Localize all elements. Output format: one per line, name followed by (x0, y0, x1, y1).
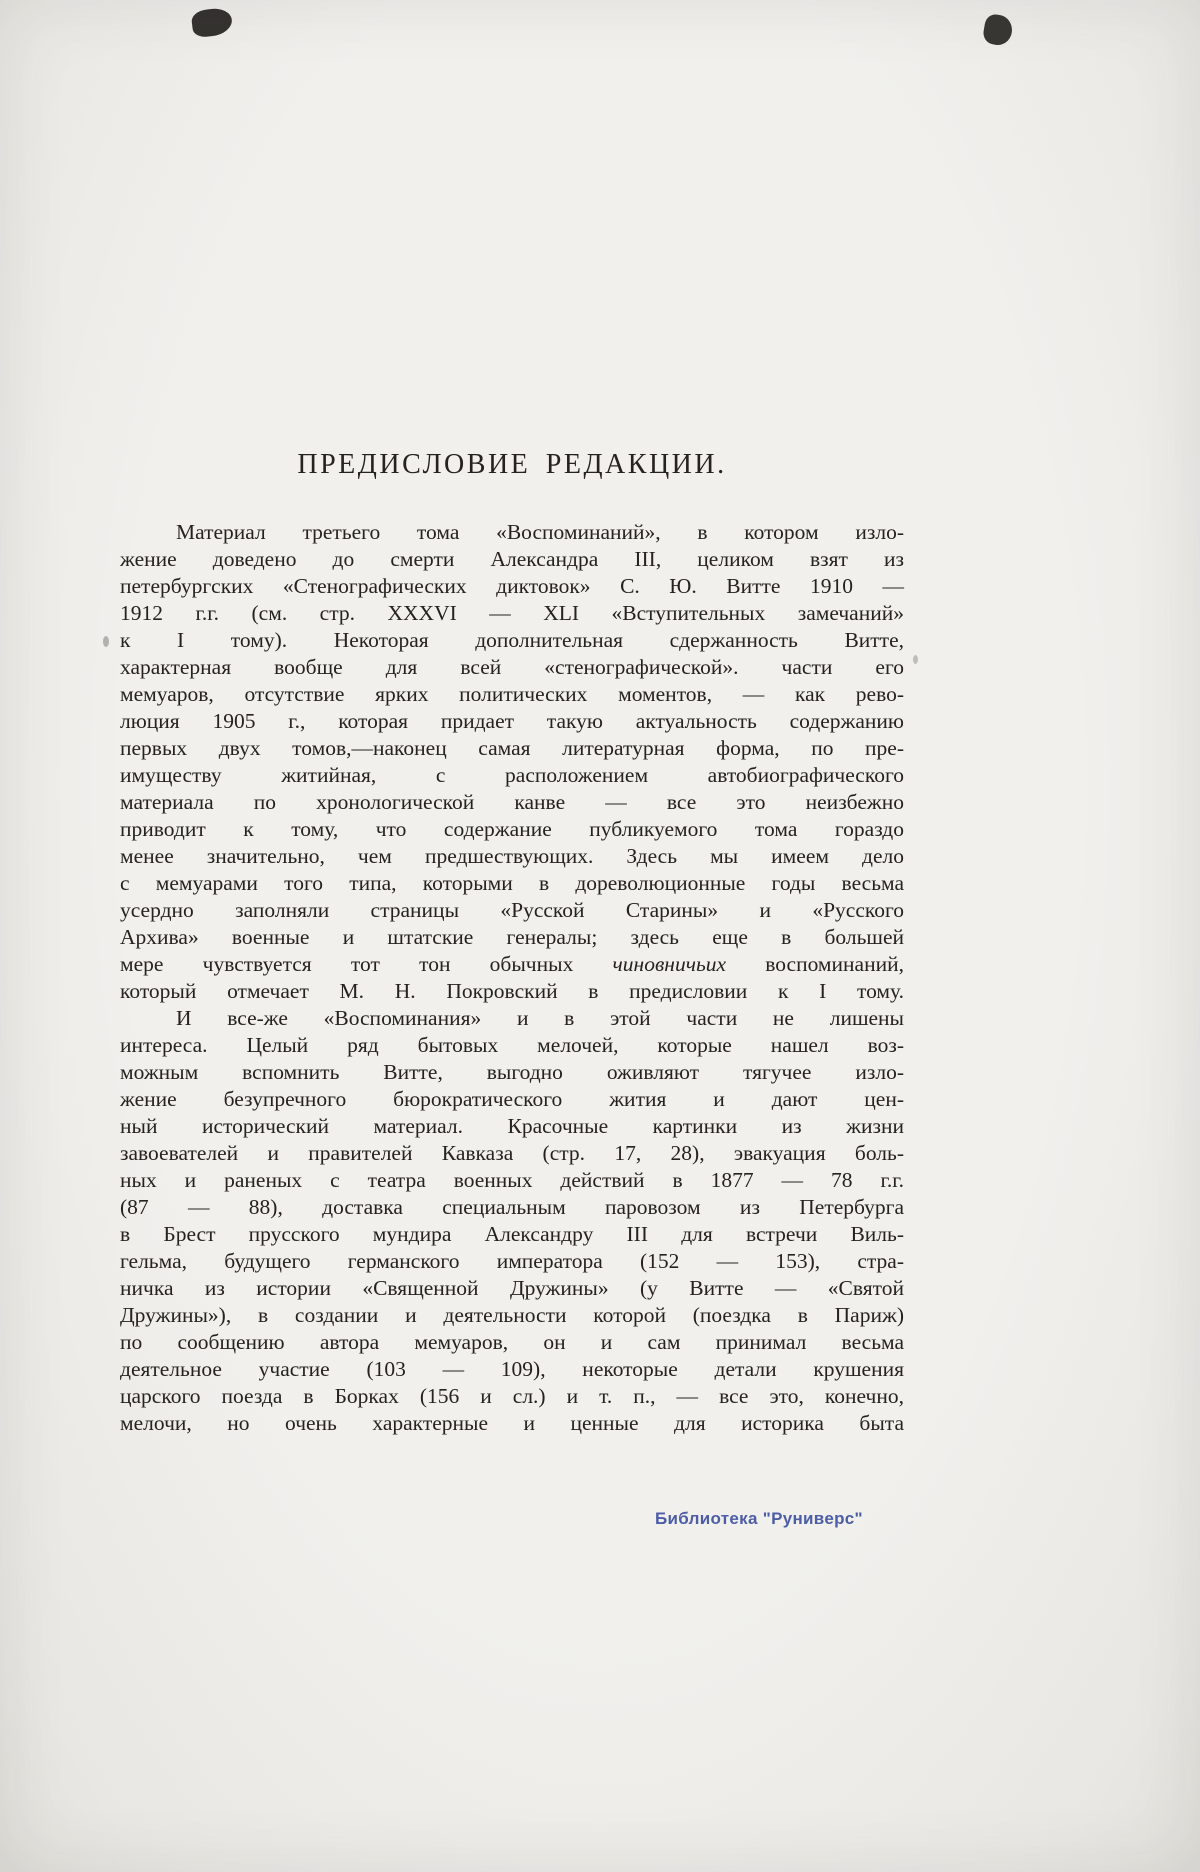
body-paragraphs (120, 519, 904, 1437)
scan-ink-blot (982, 13, 1015, 47)
text-line: можным вспомнить Витте, выгодно оживляют тягучее изло- (120, 1060, 904, 1084)
text-line: по сообщению автора мемуаров, он и сам принимал весьма (120, 1330, 904, 1354)
text-line: деятельное участие (103 — 109), некоторые детали крушения (120, 1357, 904, 1381)
scan-speck (103, 636, 109, 647)
text-line: с мемуарами того типа, которыми в дореволюционные годы весьма (120, 871, 904, 895)
text-line: гельма, будущего германского императора (152 — 153), стра- (120, 1249, 904, 1273)
text-line: Дружины»), в создании и деятельности которой (поездка в Париж) (120, 1303, 904, 1327)
text-block (120, 448, 904, 1437)
text-line: характерная вообще для всей «стенографической». части его (120, 655, 904, 679)
text-line: к I тому). Некоторая дополнительная сдержанность Витте, (120, 628, 904, 652)
paragraph (120, 1005, 904, 1437)
text-line: ничка из истории «Священной Дружины» (у Витте — «Святой (120, 1276, 904, 1300)
text-line: ных и раненых с театра военных действий в 1877 — 78 г.г. (120, 1168, 904, 1192)
text-line: Архива» военные и штатские генералы; здесь еще в большей (120, 925, 904, 949)
text-line: приводит к тому, что содержание публикуемого тома гораздо (120, 817, 904, 841)
text-line: усердно заполняли страницы «Русской Старины» и «Русского (120, 898, 904, 922)
text-line: первых двух томов,—наконец самая литературная форма, по пре- (120, 736, 904, 760)
text-line: мере чувствуется тот тон обычных чиновничьих воспоминаний, (120, 952, 904, 976)
text-line: ный исторический материал. Красочные картинки из жизни (120, 1114, 904, 1138)
text-line: в Брест прусского мундира Александру III для встречи Виль- (120, 1222, 904, 1246)
text-line: петербургских «Стенографических диктовок» С. Ю. Витте 1910 — (120, 574, 904, 598)
text-line: материала по хронологической канве — все это неизбежно (120, 790, 904, 814)
text-line: жение безупречного бюрократического жития и дают цен- (120, 1087, 904, 1111)
text-line: завоевателей и правителей Кавказа (стр. 17, 28), эвакуация боль- (120, 1141, 904, 1165)
page-title: ПРЕДИСЛОВИЕ РЕДАКЦИИ. (297, 449, 727, 480)
text-line: Материал третьего тома «Воспоминаний», в котором изло- (176, 520, 904, 544)
text-line: 1912 г.г. (см. стр. XXXVI — XLI «Вступительных замечаний» (120, 601, 904, 625)
text-line: мемуаров, отсутствие ярких политических моментов, — как рево- (120, 682, 904, 706)
text-line: интереса. Целый ряд бытовых мелочей, которые нашел воз- (120, 1033, 904, 1057)
paragraph (120, 519, 904, 1005)
text-line: который отмечает М. Н. Покровский в предисловии к I тому. (120, 979, 904, 1003)
text-line: люция 1905 г., которая придает такую актуальность содержанию (120, 709, 904, 733)
text-line: жение доведено до смерти Александра III, целиком взят из (120, 547, 904, 571)
text-line: (87 — 88), доставка специальным паровозом из Петербурга (120, 1195, 904, 1219)
text-line: менее значительно, чем предшествующих. Здесь мы имеем дело (120, 844, 904, 868)
text-line: И все-же «Воспоминания» и в этой части не лишены (176, 1006, 904, 1030)
scan-speck (913, 655, 918, 664)
library-watermark: Библиотека "Руниверс" (655, 1509, 863, 1528)
text-line: царского поезда в Борках (156 и сл.) и т. п., — все это, конечно, (120, 1384, 904, 1408)
scan-ink-blot (191, 7, 234, 39)
text-line: мелочи, но очень характерные и ценные для историка быта (120, 1411, 904, 1435)
italic-text: чиновничьих (612, 952, 727, 976)
text-line: имуществу житийная, с расположением автобиографического (120, 763, 904, 787)
